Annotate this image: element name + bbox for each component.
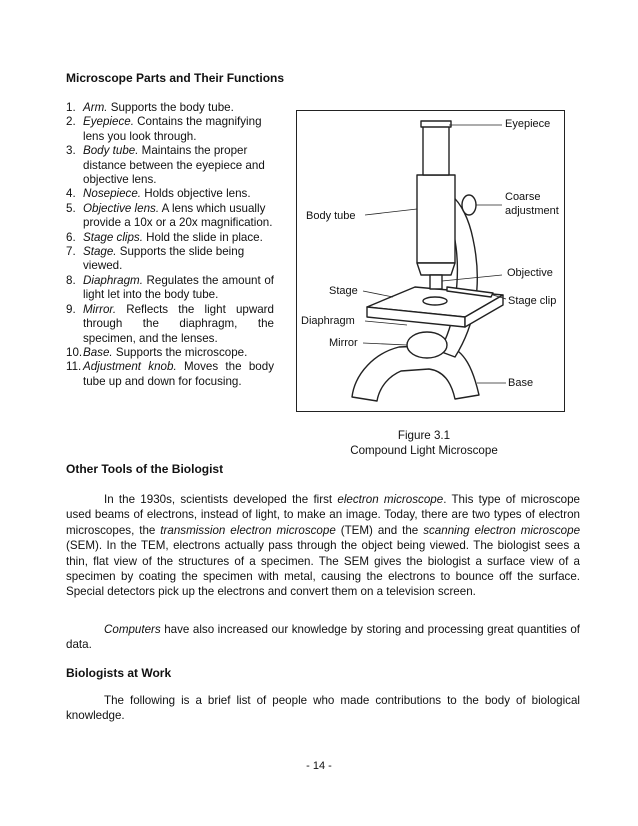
item-term: Body tube. (83, 144, 139, 158)
list-item (66, 360, 274, 389)
microscope-illustration (297, 111, 564, 411)
paragraph-biologists (66, 693, 580, 724)
coarse-knob-shape (462, 195, 476, 215)
para1-em-sem: scanning electron microscope (423, 523, 581, 537)
item-number: 3. (66, 144, 76, 158)
section-heading-tools: Other Tools of the Biologist (66, 462, 224, 476)
list-item (66, 101, 274, 115)
item-term: Eyepiece. (83, 115, 134, 129)
item-number: 5. (66, 201, 76, 215)
leader-stage (363, 291, 393, 297)
stage-hole (423, 297, 447, 305)
mirror-shape (407, 332, 447, 358)
section-heading-parts: Microscope Parts and Their Functions (66, 71, 285, 85)
item-number: 7. (66, 245, 76, 259)
item-number: 4. (66, 187, 76, 201)
para1-text-c: . This type of microscope used beams of electrons, instead of light, to make an image. Today, there are two types of electron microscopes, the (66, 493, 580, 537)
para2-em-computers: Computers (104, 623, 161, 636)
para1-text-g: (SEM). In the TEM, electrons actually pass through the object being viewed. The biologist sees a thin, flat view of the structures of a specimen. The SEM gives the biologist a surface view of a specimen by coating the specimen with metal, causing the electrons to bounce off the surface. Special detectors pick up the electrons and convert them on a television screen. (66, 539, 580, 599)
parts-list (66, 101, 274, 389)
para3-text: The following is a brief list of people who made contributions to the body of biological knowledge. (66, 694, 580, 723)
label-coarse-line1: Coarse (505, 191, 541, 203)
item-number: 11. (66, 360, 82, 374)
item-term: Diaphragm. (83, 273, 143, 287)
label-objective: Objective (507, 267, 553, 279)
label-stage-clip: Stage clip (508, 295, 557, 307)
item-desc: Supports the microscope. (112, 345, 248, 359)
paragraph-computers (66, 622, 580, 653)
label-mirror: Mirror (329, 337, 358, 349)
section-heading-biologists: Biologists at Work (66, 666, 172, 680)
item-number: 6. (66, 230, 76, 244)
item-term: Arm. (83, 101, 108, 114)
list-item (66, 274, 274, 303)
body-tube-shape (417, 175, 455, 263)
item-term: Adjustment knob. (83, 360, 177, 374)
list-item (66, 303, 274, 346)
list-item (66, 346, 274, 360)
item-term: Stage. (83, 245, 117, 259)
item-desc: A lens which usually provide a 10x or a 20x magnification. (83, 201, 273, 230)
item-desc: Supports the body tube. (107, 101, 234, 114)
item-number: 1. (66, 101, 76, 114)
item-desc: Contains the magnifying lens you look through. (83, 115, 262, 143)
list-item (66, 245, 274, 274)
list-item (66, 231, 274, 245)
label-coarse-line2: adjustment (505, 205, 559, 217)
item-desc: Supports the slide being viewed. (83, 245, 245, 273)
leader-body-tube (365, 209, 417, 215)
para1-em-electron-microscope: electron microscope (337, 493, 444, 506)
item-term: Base. (83, 345, 113, 359)
item-number: 9. (66, 302, 76, 316)
item-desc: Moves the body tube up and down for focusing. (83, 360, 274, 388)
paragraph-electron-microscope (66, 492, 580, 600)
objective-shape (430, 275, 442, 289)
para1-text-a: In the 1930s, scientists developed the first (104, 493, 338, 506)
page-number: - 14 - (306, 760, 332, 772)
label-body-tube: Body tube (306, 210, 356, 222)
label-diaphragm: Diaphragm (301, 315, 355, 327)
label-base: Base (508, 377, 534, 389)
para1-em-tem: transmission electron microscope (160, 523, 336, 537)
list-item (66, 187, 274, 201)
item-number: 10. (66, 345, 83, 359)
leader-mirror (363, 343, 407, 345)
list-item (66, 202, 274, 231)
list-item (66, 144, 274, 187)
item-desc: Maintains the proper distance between the eyepiece and objective lens. (83, 144, 265, 187)
item-term: Stage clips. (83, 230, 143, 244)
leader-diaphragm (365, 321, 407, 325)
item-desc: Hold the slide in place. (142, 230, 263, 244)
item-desc: Regulates the amount of light let into the body tube. (83, 273, 274, 302)
para1-text-e: (TEM) and the (335, 523, 424, 537)
item-desc: Reflects the light upward through the diaphragm, the specimen, and the lenses. (83, 302, 274, 345)
item-number: 2. (66, 115, 76, 129)
para2-text-b: have also increased our knowledge by storing and processing great quantities of data. (66, 623, 580, 652)
figure-title: Compound Light Microscope (350, 444, 498, 457)
label-eyepiece: Eyepiece (505, 118, 551, 130)
label-stage: Stage (329, 285, 358, 297)
eyepiece-shape (423, 125, 449, 175)
item-desc: Holds objective lens. (141, 187, 251, 201)
figure-caption (296, 428, 552, 458)
figure-number: Figure 3.1 (397, 429, 451, 442)
microscope-figure (296, 110, 565, 412)
item-term: Mirror. (83, 302, 117, 316)
item-term: Nosepiece. (83, 187, 142, 201)
item-term: Objective lens. (83, 201, 160, 215)
list-item (66, 115, 274, 144)
item-number: 8. (66, 273, 76, 287)
